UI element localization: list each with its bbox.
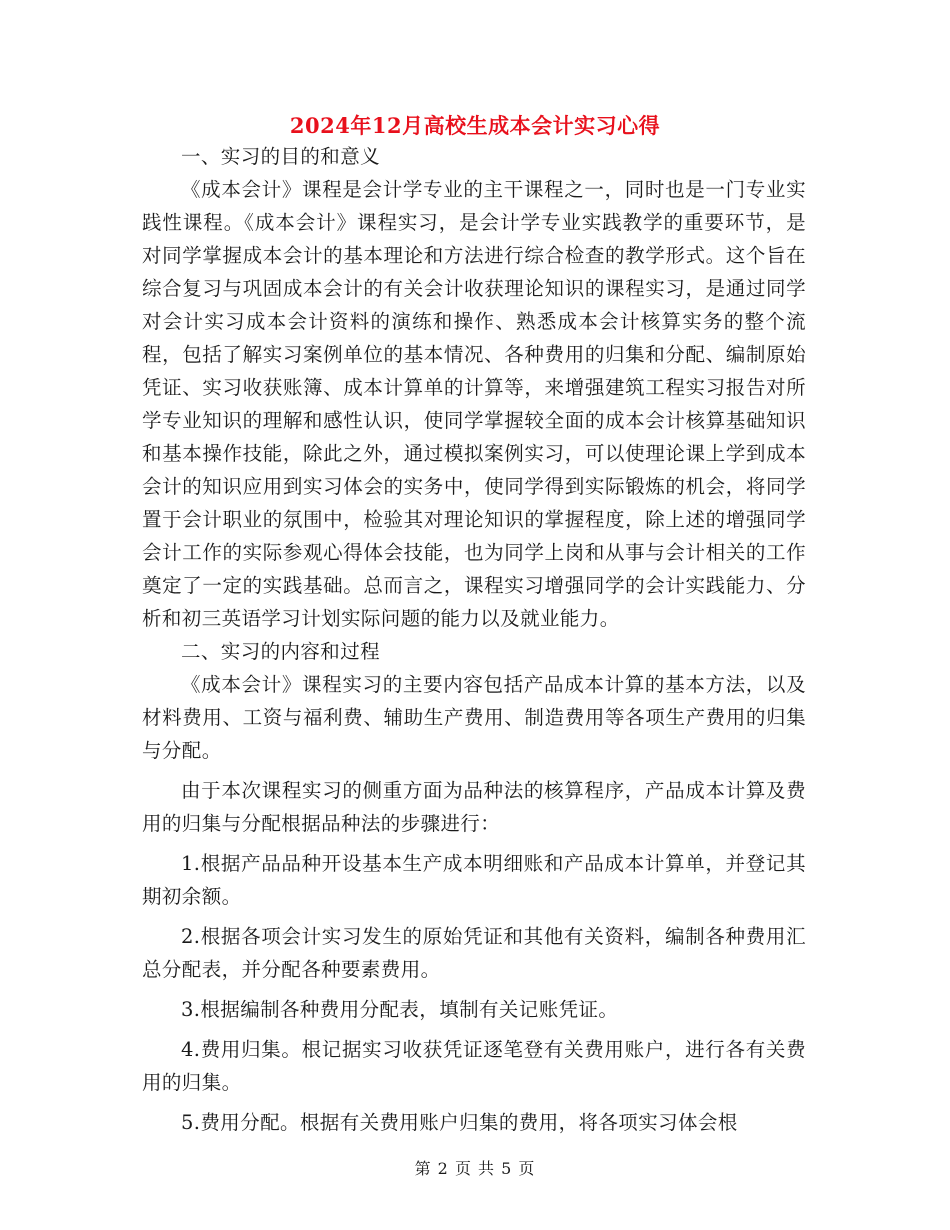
list-item: 3.根据编制各种费用分配表，填制有关记账凭证。	[181, 998, 619, 1021]
body-paragraph: 《成本会计》课程实习的主要内容包括产品成本计算的基本方法，以及材料费用、工资与福利费、辅助生产费用、制造费用等各项生产费用的归集与分配。	[142, 673, 806, 762]
list-item: 4.费用归集。根记据实习收获凭证逐笔登有关费用账户，进行各有关费用的归集。	[142, 1038, 806, 1094]
list-item: 2.根据各项会计实习发生的原始凭证和其他有关资料，编制各种费用汇总分配表，并分配各种要素费用。	[142, 925, 806, 981]
body-paragraph: 《成本会计》课程是会计学专业的主干课程之一，同时也是一门专业实践性课程。《成本会计》课程实习，是会计学专业实践教学的重要环节，是对同学掌握成本会计的基本理论和方法进行综合检查的教学形式。这个旨在综合复习与巩固成本会计的有关会计收获理论知识的课程实习，是通过同学对会计实习成本会计资料的演练和操作、熟悉成本会计核算实务的整个流程，包括了解实习案例单位的基本情况、各种费用的归集和分配、编制原始凭证、实习收获账簿、成本计算单的计算等，来增强建筑工程实习报告对所学专业知识的理解和感性认识，使同学掌握较全面的成本会计核算基础知识和基本操作技能，除此之外，通过模拟案例实习，可以使理论课上学到成本会计的知识应用到实习体会的实务中，使同学得到实际锻炼的机会，将同学置于会计职业的氛围中，检验其对理论知识的掌握程度，除上述的增强同学会计工作的实际参观心得体会技能，也为同学上岗和从事与会计相关的工作奠定了一定的实践基础。总而言之，课程实习增强同学的会计实践能力、分析和初三英语学习计划实际问题的能力以及就业能力。	[142, 178, 806, 630]
page-number: 第 2 页 共 5 页	[414, 1159, 536, 1178]
body-paragraph: 由于本次课程实习的侧重方面为品种法的核算程序，产品成本计算及费用的归集与分配根据品种法的步骤进行：	[142, 779, 806, 835]
section-heading-1: 一、实习的目的和意义	[181, 145, 381, 168]
list-item: 1.根据产品品种开设基本生产成本明细账和产品成本计算单，并登记其期初余额。	[142, 852, 806, 908]
document-title: 2024年12月高校生成本会计实习心得	[289, 113, 661, 138]
list-item: 5.费用分配。根据有关费用账户归集的费用，将各项实习体会根	[181, 1111, 738, 1134]
section-heading-2: 二、实习的内容和过程	[181, 640, 381, 663]
document-body	[142, 140, 806, 1139]
